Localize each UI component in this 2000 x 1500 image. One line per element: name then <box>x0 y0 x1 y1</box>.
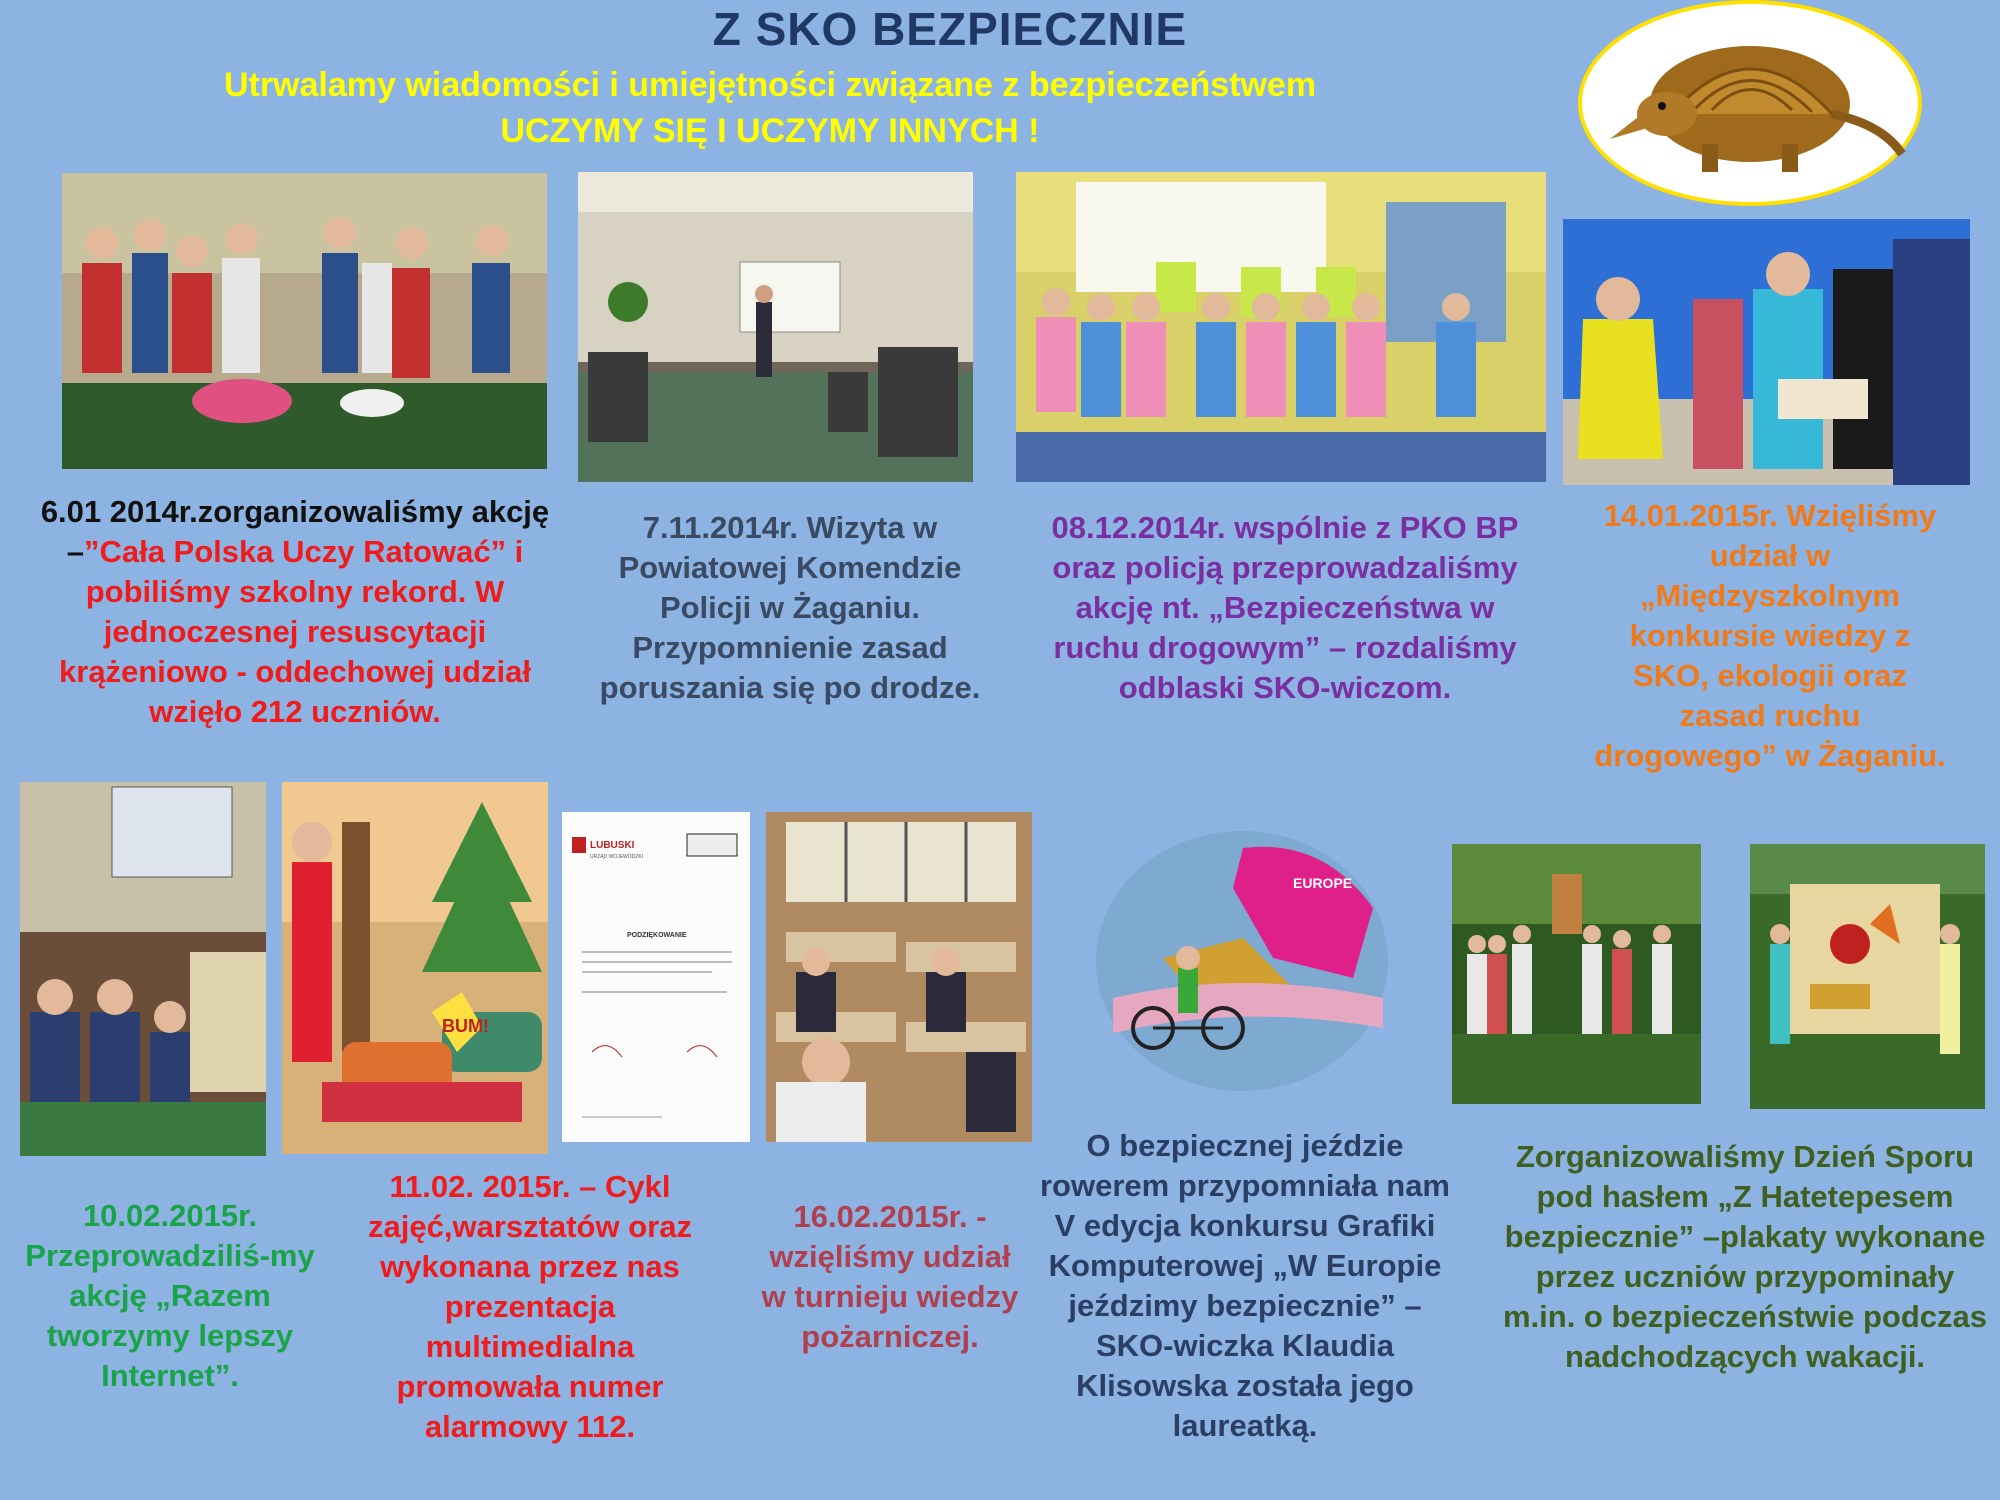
caption-first-aid-lead: 6.01 2014r.zorganizowaliśmy akcję – <box>40 494 550 569</box>
caption-emergency-112: 11.02. 2015r. – Cykl zajęć,warsztatów oraz wykonana przez nas prezentacja multimedialna promowała numer alarmowy 112. <box>368 1169 692 1444</box>
photo-safer-internet <box>20 782 266 1156</box>
photo-poster-display <box>1750 844 1985 1109</box>
caption-first-aid <box>40 492 550 732</box>
caption-first-aid-body: ”Cała Polska Uczy Ratować” i pobiliśmy szkolny rekord. W jednoczesnej resuscytacji krążeniowo - oddechowej udział wzięło 212 uczniów. <box>59 534 531 729</box>
photo-emergency-112 <box>282 782 548 1154</box>
letter-header: LUBUSKI <box>590 840 635 851</box>
caption-police-visit: 7.11.2014r. Wizyta w Powiatowej Komendzie Policji w Żaganiu. Przypomnienie zasad poruszania się po drodze. <box>599 510 981 705</box>
page-title: Z SKO BEZPIECZNIE <box>712 3 1188 55</box>
comic-text: BUM! <box>442 1016 489 1036</box>
subtitle-line-2: UCZYMY SIĘ I UCZYMY INNYCH ! <box>500 112 1040 150</box>
photo-road-safety-action <box>1016 172 1546 482</box>
photo-police-visit <box>578 172 973 482</box>
letter-heading: PODZIĘKOWANIE <box>627 932 687 939</box>
armadillo-mascot-logo <box>1578 0 1922 206</box>
caption-bicycle-contest: O bezpiecznej jeździe rowerem przypomniała nam V edycja konkursu Grafiki Komputerowej „W Europie jeździmy bezpiecznie” –SKO-wiczka Klaudia Klisowska została jego laureatką. <box>1039 1128 1450 1443</box>
drawing-banner: EUROPE <box>1293 875 1353 891</box>
caption-school-contest: 14.01.2015r. Wzięliśmy udział w „Międzyszkolnym konkursie wiedzy z SKO, ekologii oraz zasad ruchu drogowego” w Żaganiu. <box>1594 498 1946 773</box>
photo-outdoor-children <box>1452 844 1701 1104</box>
letter-subheader: URZĄD WOJEWÓDZKI <box>590 854 644 860</box>
caption-safer-internet: 10.02.2015r. Przeprowadziliś-my akcję „Razem tworzymy lepszy Internet”. <box>25 1198 315 1393</box>
caption-dzien-sportu: Zorganizowaliśmy Dzień Sporu pod hasłem „Z Hatetepesem bezpiecznie” –plakaty wykonane przez uczniów przypominały m.in. o bezpieczeństwie podczas nadchodzących wakacji. <box>1502 1139 1988 1374</box>
caption-fire-quiz: 16.02.2015r. -wzięliśmy udział w turnieju wiedzy pożarniczej. <box>761 1199 1019 1354</box>
subtitle-line-1: Utrwalamy wiadomości i umiejętności związane z bezpieczeństwem <box>223 66 1317 104</box>
photo-school-contest <box>1563 219 1970 485</box>
photo-thank-you-letter <box>562 812 750 1142</box>
photo-bicycle-graphic <box>1093 828 1391 1094</box>
caption-road-safety: 08.12.2014r. wspólnie z PKO BP oraz policją przeprowadzaliśmy akcję nt. „Bezpieczeństwa w ruchu drogowym” – rozdaliśmy odblaski SKO-wiczom. <box>1051 510 1519 705</box>
photo-fire-quiz <box>766 812 1032 1142</box>
photo-first-aid-action <box>62 173 547 469</box>
